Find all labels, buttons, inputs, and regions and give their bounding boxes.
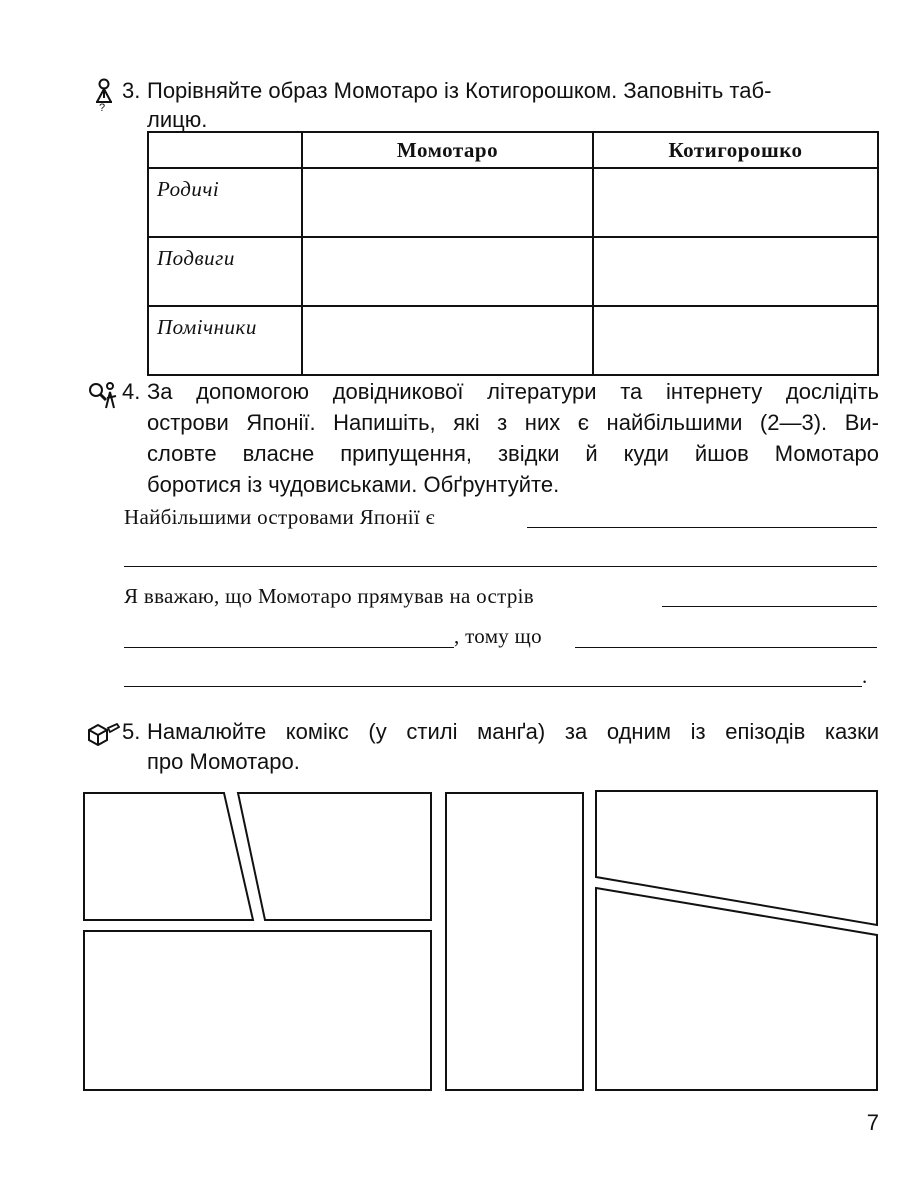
task-4-line-3: словте власне припущення, звідки й куди йшов Момотаро: [147, 441, 879, 466]
comic-panel[interactable]: [84, 793, 253, 920]
fill-prompt-largest-islands: Найбільшими островами Японії є: [124, 505, 435, 529]
row-label-feats: Подвиги: [148, 237, 302, 306]
svg-text:?: ?: [99, 102, 106, 112]
fill-prompt-island-destination: Я вважаю, що Момотаро прямував на острів: [124, 584, 534, 608]
row-label-relatives: Родичі: [148, 168, 302, 237]
task-4-line-1: За допомогою довідникової літератури та інтернету дослідіть: [147, 379, 879, 404]
row-label-helpers: Помічники: [148, 306, 302, 375]
task-5-line-1: Намалюйте комікс (у стилі манґа) за одним із епізодів казки: [147, 719, 879, 744]
task-3-number: 3.: [122, 78, 141, 103]
comic-panel[interactable]: [446, 793, 583, 1090]
comic-panel[interactable]: [84, 931, 431, 1090]
task-5-line-2: про Момотаро.: [147, 749, 300, 774]
task-3-line-1: Порівняйте образ Момотаро із Котигорошком. Заповніть таб-: [147, 78, 772, 103]
task-3-line-2: лицю.: [147, 107, 208, 132]
task-4-number: 4.: [122, 379, 141, 404]
fill-end-dot: .: [862, 664, 868, 688]
fill-prompt-because: , тому що: [454, 624, 542, 648]
table-header-momotaro: Момотаро: [302, 132, 593, 168]
comic-panel[interactable]: [238, 793, 431, 920]
task-4-line-4: боротися із чудовиськами. Обґрунтуйте.: [147, 472, 560, 497]
comic-panel[interactable]: [596, 791, 877, 925]
task-4-line-2: острови Японії. Напишіть, які з них є найбільшими (2—3). Ви-: [147, 410, 879, 435]
table-header-kotyhoroshko: Котигорошко: [593, 132, 878, 168]
page-number: 7: [866, 1110, 879, 1135]
task-5-number: 5.: [122, 719, 141, 744]
